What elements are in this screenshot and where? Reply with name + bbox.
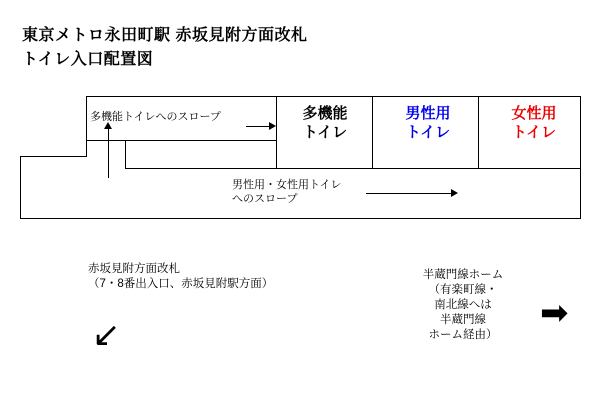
hanzomon-caption-line2: （有楽町線・ [428,284,498,296]
room-label-mens-line1: 男性用 [405,105,451,122]
annotation-slope-multipurpose: 多機能トイレへのスロープ [90,111,221,123]
room-label-womens [498,104,570,142]
hanzomon-caption-line5: ホーム経由） [428,329,498,341]
hanzomon-caption-line4: 半蔵門線 [440,314,486,326]
room-label-womens-line2: トイレ [511,124,557,141]
room-label-mens [392,104,464,142]
arrowhead-up-corridor [104,122,112,129]
exit-gate-caption-line2: （7・8番出入口、赤坂見附駅方面） [88,278,274,290]
exit-gate-caption [88,262,273,292]
wall-far-left [20,156,21,218]
wall-multipurpose-right [372,96,373,168]
arrow-right-icon: ➡ [540,293,569,333]
wall-multipurpose-left [276,96,277,168]
annotation-slope-mens-womens-line2: へのスロープ [232,193,298,205]
hanzomon-line-caption [398,268,528,343]
arrow-line-up-corridor [108,128,109,178]
wall-multipurpose-bottom [125,168,373,169]
wall-corridor-under [86,140,276,141]
annotation-slope-mens-womens-line1: 男性用・女性用トイレ [232,179,342,191]
wall-left-ext [20,156,87,157]
arrowhead-mens-womens [451,189,458,197]
arrow-line-mens-womens [366,193,452,194]
wall-right [580,96,581,219]
wall-mens-womens-bottom [372,168,580,169]
page-title-line1: 東京メトロ永田町駅 赤坂見附方面改札 [22,27,308,44]
wall-upper-left [86,96,87,140]
arrowhead-multipurpose [269,122,276,130]
wall-left-drop [86,140,87,156]
room-label-mens-line2: トイレ [405,124,451,141]
room-label-multipurpose-line1: 多機能 [302,105,348,122]
hanzomon-caption-line3: 南北線へは [434,299,492,311]
arrow-down-left-icon: ↙ [92,315,121,355]
room-label-multipurpose [290,104,360,142]
wall-bottom [20,218,580,219]
wall-mens-right [478,96,479,168]
wall-inner-left [125,140,126,169]
room-label-womens-line1: 女性用 [511,105,557,122]
arrow-line-multipurpose [246,126,270,127]
hanzomon-caption-line1: 半蔵門線ホーム [422,269,504,281]
room-label-multipurpose-line2: トイレ [302,124,348,141]
wall-top [86,96,580,97]
exit-gate-caption-line1: 赤坂見附方面改札 [88,263,180,275]
page-title-line2: トイレ入口配置図 [22,51,154,68]
